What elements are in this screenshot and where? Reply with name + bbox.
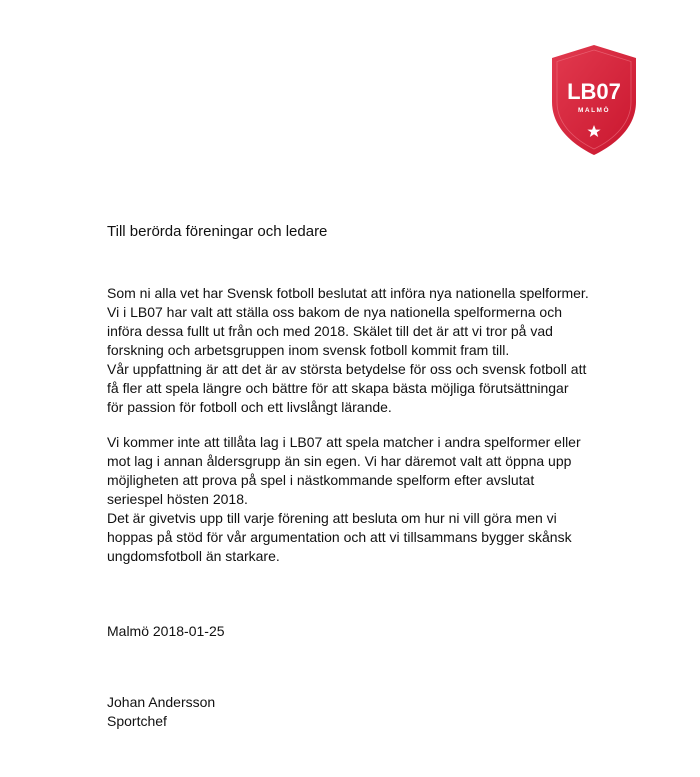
paragraph-line: få fler att spela längre och bättre för att skapa bästa möjliga förutsättningar	[107, 380, 569, 396]
letter-date: Malmö 2018-01-25	[107, 623, 225, 639]
logo-subtitle: MALMÖ	[577, 107, 611, 114]
paragraph-line: för passion för fotboll och ett livslångt lärande.	[107, 399, 392, 415]
paragraph-line: mot lag i annan åldersgrupp än sin egen. Vi har däremot valt att öppna upp	[107, 453, 572, 469]
paragraph-line: seriespel hösten 2018.	[107, 491, 248, 507]
paragraph-line: införa dessa fullt ut från och med 2018. Skälet till det är att vi tror på vad	[107, 323, 553, 339]
paragraph-line: ungdomsfotboll än starkare.	[107, 548, 280, 564]
paragraph-line: Som ni alla vet har Svensk fotboll beslutat att införa nya nationella spelformer.	[107, 285, 589, 301]
paragraph-line: möjligheten att prova på spel i nästkommande spelform efter avslutat	[107, 472, 535, 488]
paragraph-1	[107, 284, 667, 417]
paragraph-line: Vi i LB07 har valt att ställa oss bakom de nya nationella spelformerna och	[107, 304, 562, 320]
paragraph-line: Vår uppfattning är att det är av största betydelse för oss och svensk fotboll att	[107, 361, 587, 377]
logo-title: LB07	[567, 79, 621, 104]
paragraph-line: Vi kommer inte att tillåta lag i LB07 att spela matcher i andra spelformer eller	[107, 434, 581, 450]
paragraph-line: forskning och arbetsgruppen inom svensk fotboll kommit fram till.	[107, 342, 510, 358]
shield-icon	[551, 44, 637, 156]
salutation: Till berörda föreningar och ledare	[107, 223, 328, 240]
signature-name: Johan Andersson	[107, 694, 216, 710]
club-logo	[551, 44, 637, 156]
paragraph-line: hoppas på stöd för vår argumentation och att vi tillsammans bygger skånsk	[107, 529, 572, 545]
paragraph-line: Det är givetvis upp till varje förening att besluta om hur ni vill göra men vi	[107, 510, 557, 526]
paragraph-2	[107, 433, 667, 566]
signature-role: Sportchef	[107, 713, 167, 729]
